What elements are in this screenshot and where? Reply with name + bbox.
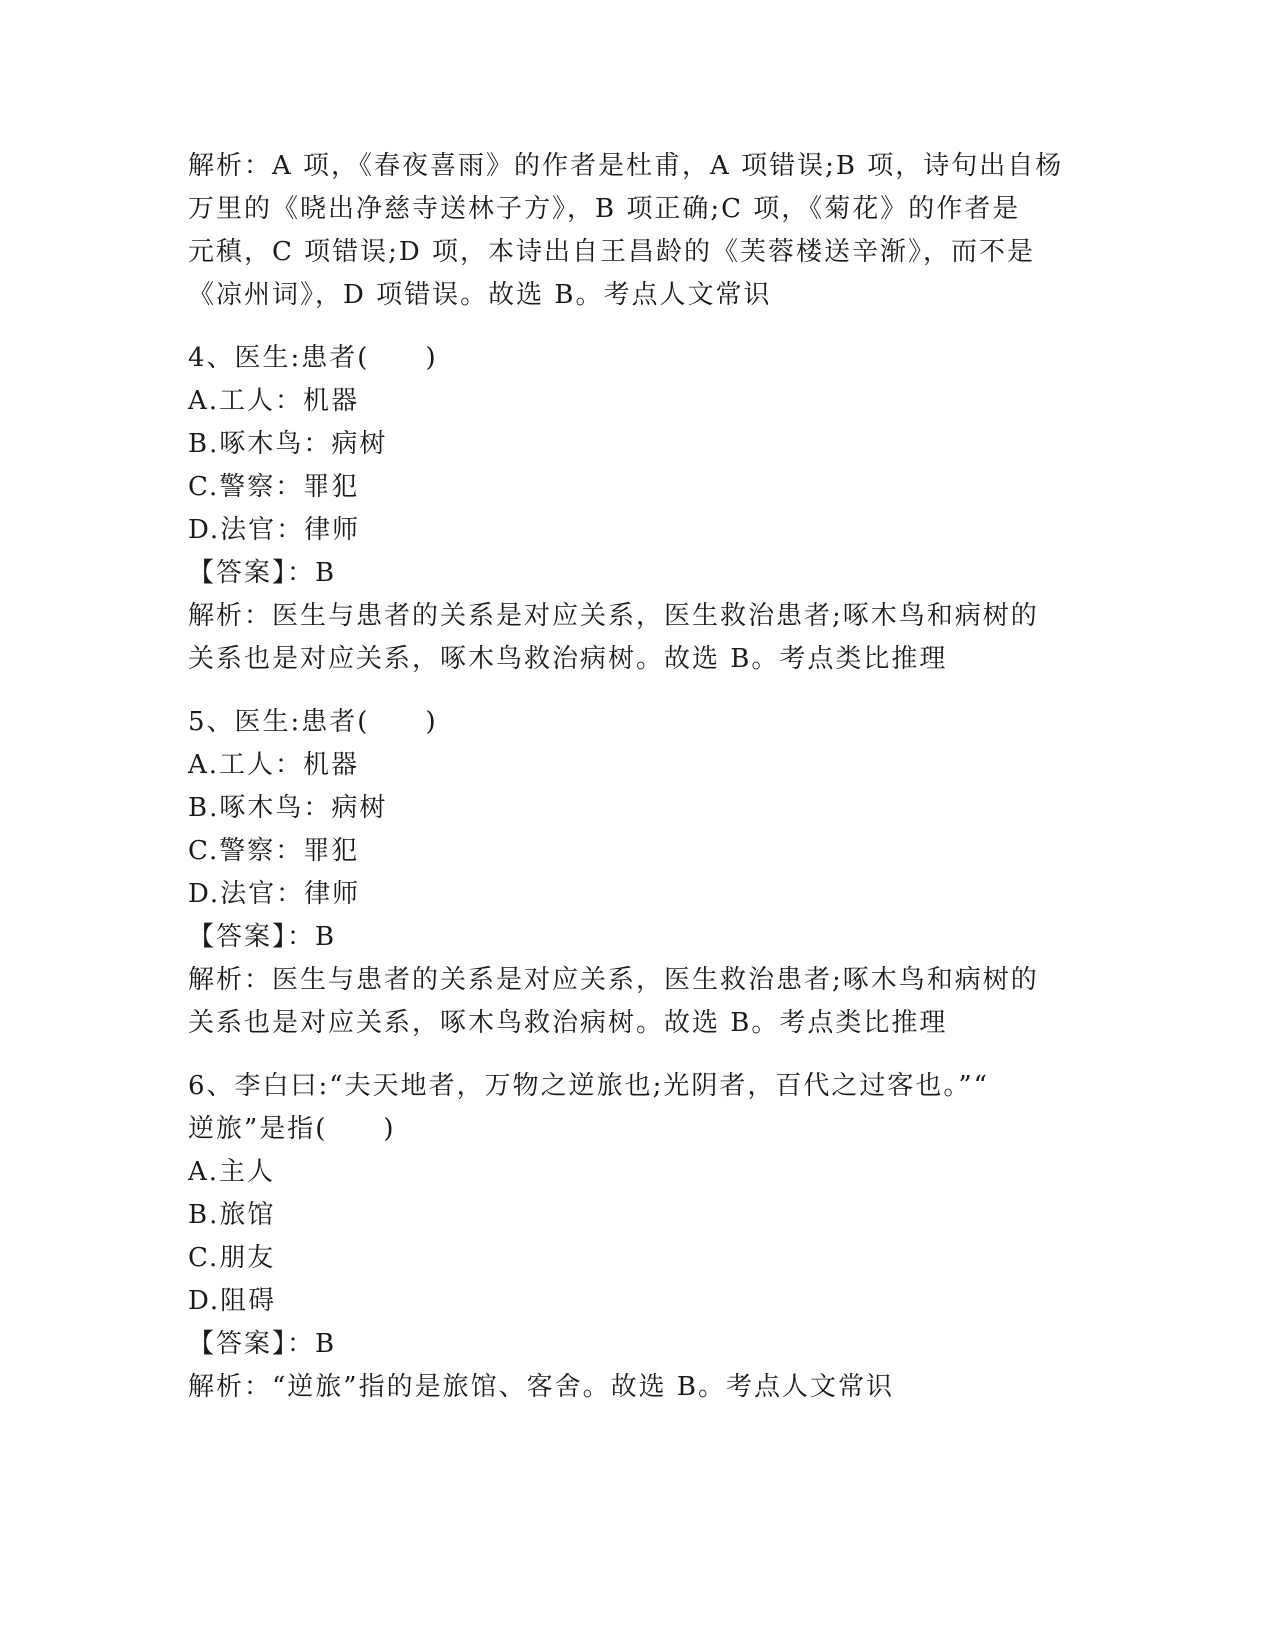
block-gap (188, 1045, 1088, 1065)
option-a: A.工人：机器 (188, 386, 360, 416)
option-d: D.阻碍 (188, 1286, 277, 1316)
question-4 (188, 337, 1088, 681)
option-b: B.啄木鸟：病树 (188, 429, 388, 459)
answer-line: 【答案】：B (188, 1329, 337, 1359)
option-c: C.警察：罪犯 (188, 836, 360, 866)
question-6 (188, 1065, 1088, 1409)
document-page (188, 145, 1088, 1409)
text-line: 解析：A 项，《春夜喜雨》的作者是杜甫，A 项错误;B 项，诗句出自杨 (188, 151, 1064, 181)
answer-line: 【答案】：B (188, 558, 337, 588)
explanation-line: 关系也是对应关系，啄木鸟救治病树。故选 B。考点类比推理 (188, 1008, 948, 1038)
block-gap (188, 681, 1088, 701)
answer-line: 【答案】：B (188, 922, 337, 952)
option-a: A.工人：机器 (188, 750, 360, 780)
question-5 (188, 701, 1088, 1045)
option-c: C.朋友 (188, 1243, 276, 1273)
explanation-line: 关系也是对应关系，啄木鸟救治病树。故选 B。考点类比推理 (188, 644, 948, 674)
question-stem: 4、医生:患者( ) (188, 343, 438, 373)
option-b: B.旅馆 (188, 1200, 276, 1230)
text-line: 《凉州词》，D 项错误。故选 B。考点人文常识 (188, 280, 772, 310)
text-line: 元稹，C 项错误;D 项，本诗出自王昌龄的《芙蓉楼送辛渐》，而不是 (188, 237, 1036, 267)
option-d: D.法官：律师 (188, 879, 361, 909)
explanation-line: 解析：医生与患者的关系是对应关系，医生救治患者;啄木鸟和病树的 (188, 965, 1039, 995)
block-gap (188, 317, 1088, 337)
explanation-line: 解析：医生与患者的关系是对应关系，医生救治患者;啄木鸟和病树的 (188, 601, 1039, 631)
question-stem: 逆旅”是指( ) (188, 1114, 396, 1144)
option-b: B.啄木鸟：病树 (188, 793, 388, 823)
explanation-line: 解析：“逆旅”指的是旅馆、客舍。故选 B。考点人文常识 (188, 1372, 894, 1402)
question-stem: 6、李白曰:“夫天地者，万物之逆旅也;光阴者，百代之过客也。”“ (188, 1071, 989, 1101)
option-a: A.主人 (188, 1157, 276, 1187)
option-d: D.法官：律师 (188, 515, 361, 545)
explanation-block (188, 145, 1088, 317)
question-stem: 5、医生:患者( ) (188, 707, 438, 737)
option-c: C.警察：罪犯 (188, 472, 360, 502)
text-line: 万里的《晓出净慈寺送林子方》，B 项正确;C 项，《菊花》的作者是 (188, 194, 1021, 224)
